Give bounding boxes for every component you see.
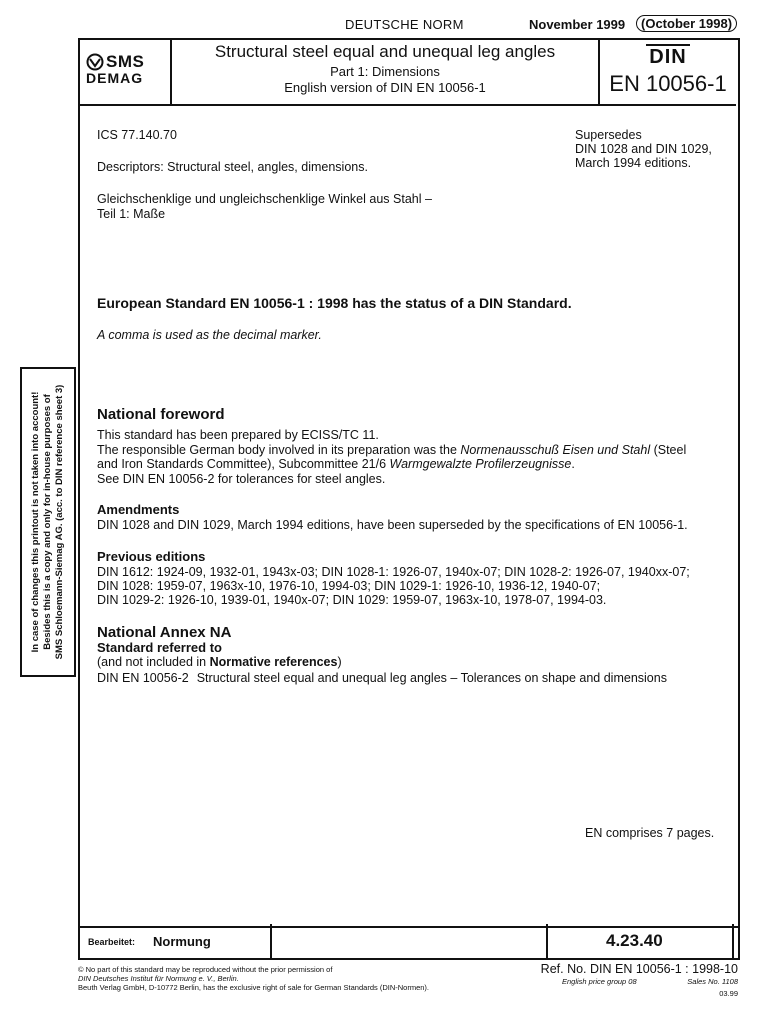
document-version: English version of DIN EN 10056-1 <box>284 80 486 95</box>
side-note-line-3: SMS Schloemann-Siemag AG. (acc. to DIN reference sheet 3) <box>54 384 65 660</box>
din-block <box>600 42 736 97</box>
foreword-p3 <box>97 456 575 472</box>
foreword-p3-text: and Iron Standards Committee), Subcommittee 21/6 <box>97 457 390 471</box>
din-word-text: DIN <box>649 46 687 68</box>
previous-editions-line-2: DIN 1028: 1959-07, 1963x-10, 1976-10, 1994-03; DIN 1029-1: 1926-10, 1936-12, 1940-07; <box>97 579 601 593</box>
foreword-p2-end: (Steel <box>650 443 687 457</box>
document-title: Structural steel equal and unequal leg angles <box>214 42 556 61</box>
foreword-committee-name: Normenausschuß Eisen und Stahl <box>460 443 651 457</box>
side-disclaimer-text <box>30 377 66 667</box>
document-type: DEUTSCHE NORM <box>345 17 464 32</box>
reference-number: Ref. No. DIN EN 10056-1 : 1998-10 <box>540 962 738 976</box>
footer-divider-2 <box>546 924 548 958</box>
footer-divider-3 <box>732 924 734 958</box>
amendments-text: DIN 1028 and DIN 1029, March 1994 editions, have been superseded by the specifications of EN 10056-1. <box>97 518 688 532</box>
annex-reference <box>97 670 667 686</box>
side-note-line-1: In case of changes this printout is not taken into account! <box>30 391 41 653</box>
logo-sms-text: SMS <box>106 52 145 71</box>
annex-reference-code: DIN EN 10056-2 <box>97 671 189 685</box>
german-title-line-1: Gleichschenklige und ungleichschenklige Winkel aus Stahl – <box>97 192 432 206</box>
annex-normative-references: Normative references <box>209 655 338 669</box>
status-heading: European Standard EN 10056-1 : 1998 has the status of a DIN Standard. <box>97 295 572 311</box>
copyright-line-2: DIN Deutsches Institut für Normung e. V., Berlin. <box>78 974 239 983</box>
annex-note <box>97 654 342 670</box>
document-code: 4.23.40 <box>606 931 663 950</box>
foreword-subcommittee-name: Warmgewalzte Profilerzeugnisse <box>389 457 572 471</box>
foreword-p1: This standard has been prepared by ECISS/TC 11. <box>97 428 379 442</box>
annex-note-text: (and not included in <box>97 655 210 669</box>
footer-value: Normung <box>153 934 211 949</box>
original-date: (October 1998) <box>636 15 737 32</box>
annex-note-end: ) <box>337 655 342 669</box>
copyright-line-1: © No part of this standard may be reproduced without the prior permission of <box>78 965 333 974</box>
previous-editions-line-3: DIN 1029-2: 1926-10, 1939-01, 1940x-07; DIN 1029: 1959-07, 1963x-10, 1978-07, 1994-03. <box>97 593 607 607</box>
annex-heading: National Annex NA <box>97 624 232 641</box>
company-logo <box>86 52 170 92</box>
supersedes-line-3: March 1994 editions. <box>575 156 692 170</box>
annex-reference-title: Structural steel equal and unequal leg angles – Tolerances on shape and dimensions <box>196 671 667 685</box>
previous-editions-line-1: DIN 1612: 1924-09, 1932-01, 1943x-03; DIN 1028-1: 1926-07, 1940x-07; DIN 1028-2: 1926-07, 1940xx-07; <box>97 565 690 579</box>
copyright-line-3: Beuth Verlag GmbH, D-10772 Berlin, has the exclusive right of sale for German Standards (DIN-Normen). <box>78 983 429 992</box>
page-count: EN comprises 7 pages. <box>585 826 715 840</box>
ics-code: ICS 77.140.70 <box>97 128 177 142</box>
din-mark <box>600 44 736 69</box>
foreword-heading: National foreword <box>97 406 225 423</box>
descriptors: Descriptors: Structural steel, angles, dimensions. <box>97 160 368 174</box>
foreword-p3-end: . <box>571 457 575 471</box>
issue-date: November 1999 <box>529 17 626 32</box>
foreword-p2-text: The responsible German body involved in its preparation was the <box>97 443 461 457</box>
supersedes-line-1: Supersedes <box>575 128 642 142</box>
print-date: 03.99 <box>719 989 738 998</box>
amendments-heading: Amendments <box>97 502 180 517</box>
side-note-line-2: Besides this is a copy and only for in-house purposes of <box>42 394 53 650</box>
price-group: English price group 08 <box>562 977 637 986</box>
side-disclaimer-box <box>20 367 76 677</box>
german-title-line-2: Teil 1: Maße <box>97 207 166 221</box>
annex-subheading: Standard referred to <box>97 640 222 655</box>
footer-divider-1 <box>270 924 272 958</box>
sms-emblem-icon <box>86 53 104 71</box>
supersedes-line-2: DIN 1028 and DIN 1029, <box>575 142 712 156</box>
document-part: Part 1: Dimensions <box>330 64 440 79</box>
logo-demag-text: DEMAG <box>86 70 144 86</box>
foreword-p4: See DIN EN 10056-2 for tolerances for steel angles. <box>97 472 386 486</box>
document-title-block <box>172 42 598 96</box>
previous-editions-heading: Previous editions <box>97 549 206 564</box>
footer-label: Bearbeitet: <box>88 937 136 947</box>
standard-number: EN 10056-1 <box>609 71 727 96</box>
sales-number: Sales No. 1108 <box>687 977 738 986</box>
decimal-marker-note: A comma is used as the decimal marker. <box>97 328 322 342</box>
